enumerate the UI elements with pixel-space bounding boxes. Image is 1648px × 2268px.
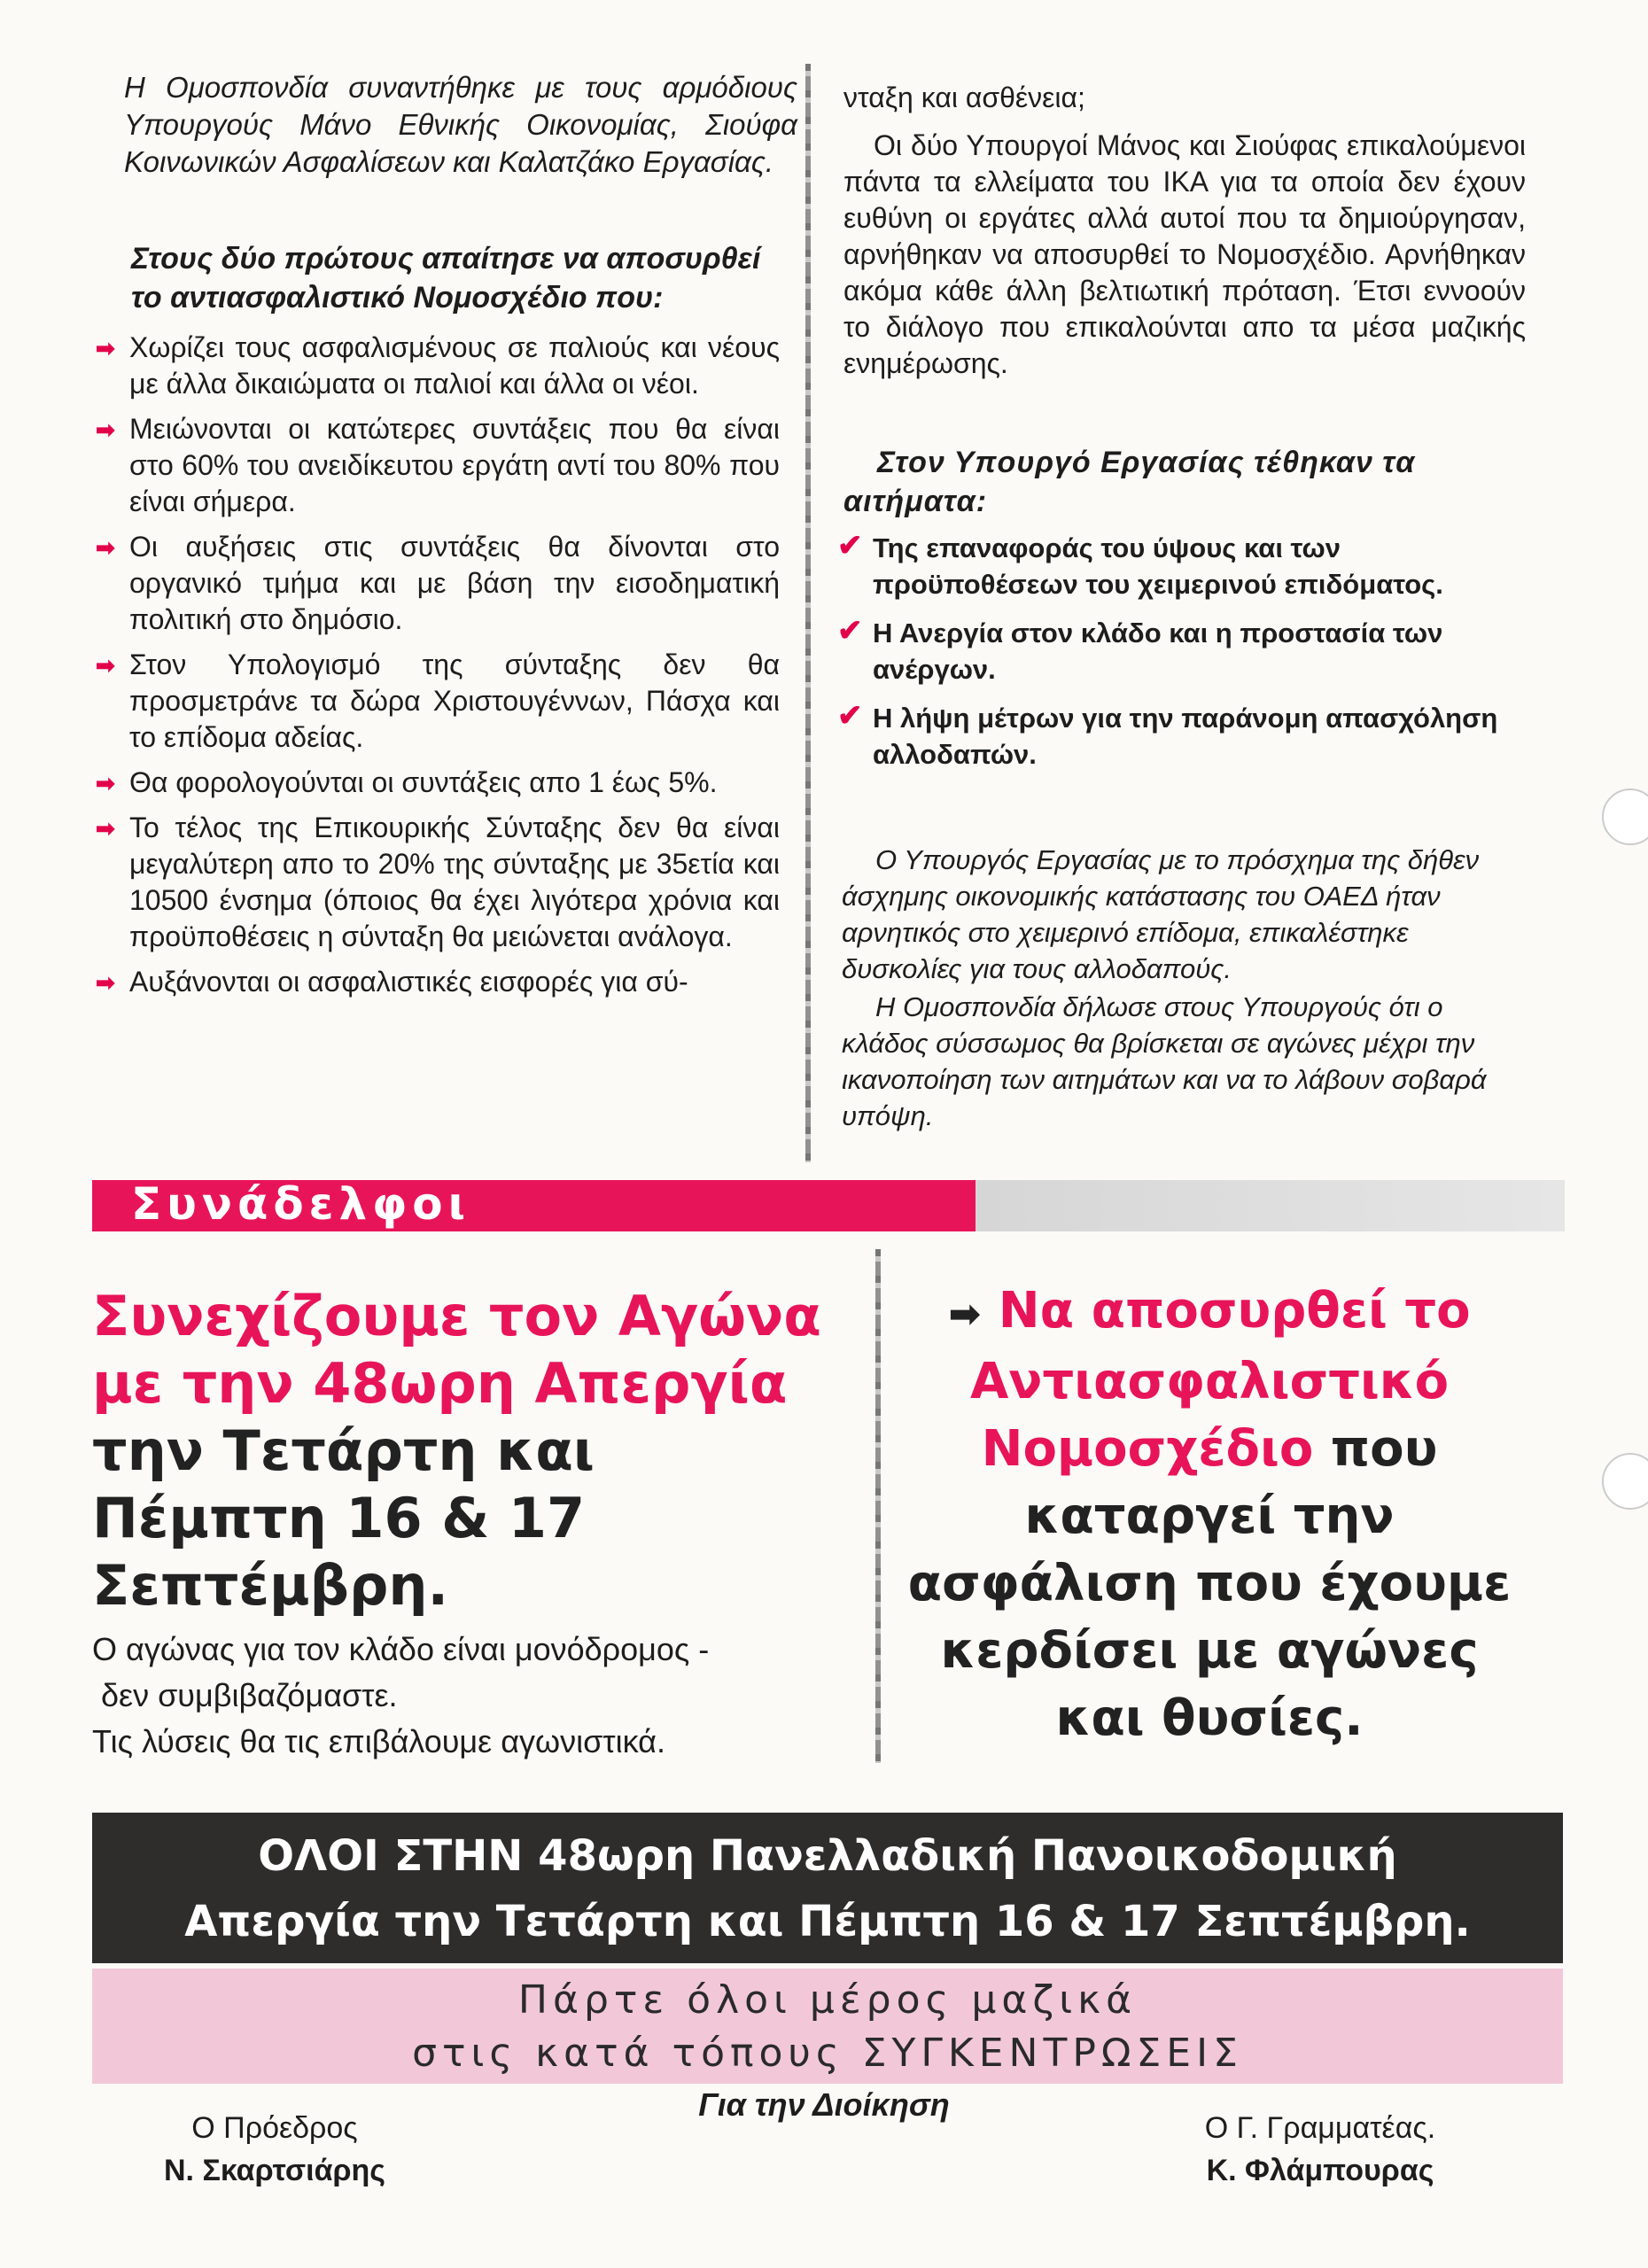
labour-heading: Στον Υπουργό Εργασίας τέθηκαν τα αιτήματα:: [843, 446, 1416, 518]
withdraw-line: κερδίσει με αγώνες: [940, 1622, 1479, 1680]
all-out-banner: [92, 1813, 1563, 1963]
strike-line: Πέμπτη 16 & 17: [92, 1486, 586, 1550]
list-item: ➡ Αυξάνονται οι ασφαλιστικές εισφορές για σύ-: [96, 964, 780, 1000]
lead-paragraph: Η Ομοσπονδία συναντήθηκε με τους αρμόδιους Υπουργούς Μάνο Εθνικής Οικονομίας, Σιούφα Κοινωνικών Ασφαλίσεων και Καλατζάκο Εργασίας.: [124, 71, 797, 178]
labour-demands-list: [837, 530, 1537, 785]
arrow-right-icon: ➡: [96, 969, 115, 996]
secretary-title: Ο Γ. Γραμματέας.: [1204, 2111, 1436, 2145]
strike-subtext: [92, 1627, 766, 1765]
list-item: ➡ Θα φορολογούνται οι συντάξεις απο 1 έως 5%.: [96, 765, 780, 801]
colleagues-band: [92, 1180, 1565, 1231]
list-item: ➡ Στον Υπολογισμό της σύνταξης δεν θα προσμετράνε τα δώρα Χριστουγέννων, Πάσχα και το επίδομα αδείας.: [96, 649, 780, 753]
president-title: Ο Πρόεδρος: [191, 2111, 358, 2145]
ministers-paragraph: Οι δύο Υπουργοί Μάνος και Σιούφας επικαλούμενοι πάντα τα ελλείματα του ΙΚΑ για τα οποία δεν έχουν ευθύνη οι εργάτες αλλά αυτοί που τα δημιούργησαν, αρνήθηκαν να αποσυρθεί το Νομοσχέδιο. Αρνήθηκαν ακόμα κάθε άλλη βελτιωτική πρόταση. Έτσι εννοούν το διάλογο που επικαλούνται απο τα μέσα μαζικής ενημέρωσης.: [843, 129, 1526, 379]
secretary-signature: [1152, 2107, 1489, 2192]
rally-banner: [92, 1969, 1563, 2084]
withdraw-line: Νομοσχέδιο που: [981, 1420, 1438, 1478]
withdraw-line: ασφάλιση που έχουμε: [907, 1555, 1512, 1612]
strike-subline: Τις λύσεις θα τις επιβάλουμε αγωνιστικά.: [92, 1723, 665, 1759]
checkmark-icon: ✔: [837, 614, 863, 648]
withdraw-line: καταργεί την: [1024, 1487, 1395, 1545]
continuation-text: νταξη και ασθένεια;: [843, 82, 1085, 113]
column-divider: [805, 64, 811, 1162]
rally-line: Πάρτε όλοι μέρος μαζικά: [517, 1977, 1138, 2023]
demands-list: [96, 330, 780, 1009]
list-item: ➡ Μειώνονται οι κατώτερες συντάξεις που θα είναι στο 60% του ανειδίκευτου εργάτη αντί του 80% που είναι σήμερα.: [96, 413, 780, 517]
strike-headline: [92, 1283, 854, 1619]
banner-line: Απεργία την Τετάρτη και Πέμπτη 16 & 17 Σεπτέμβρη.: [184, 1897, 1471, 1946]
list-item: ✔ Της επαναφοράς του ύψους και των προϋποθέσεων του χειμερινού επιδόματος.: [837, 529, 1443, 600]
arrow-right-icon: ➡: [96, 416, 115, 443]
list-item: ➡ Χωρίζει τους ασφαλισμένους σε παλιούς και νέους με άλλα δικαιώματα οι παλιοί και άλλα οι νέοι.: [96, 331, 780, 400]
president-signature: [124, 2107, 425, 2192]
closing-paragraph: Ο Υπουργός Εργασίας με το πρόσχημα της δήθεν άσχημης οικονομικής κατάστασης του ΟΑΕΔ ήταν αρνητικός στο χειμερινό επίδομα, επικαλέστηκε δυσκολίες για τους αλλοδαπούς.: [842, 844, 1480, 984]
strike-line: Σεπτέμβρη.: [92, 1553, 449, 1618]
banner-line: ΟΛΟΙ ΣΤΗΝ 48ωρη Πανελλαδική Πανοικοδομική: [258, 1831, 1397, 1881]
closing-paragraph: Η Ομοσπονδία δήλωσε στους Υπουργούς ότι ο κλάδος σύσσωμος θα βρίσκεται σε αγώνες μέχρι την ικανοποίηση των αιτημάτων και να το λάβουν σοβαρά υπόψη.: [842, 991, 1487, 1131]
strike-subline: Ο αγώνας για τον κλάδο είναι μονόδρομος -: [92, 1631, 710, 1667]
arrow-right-icon: ➡: [96, 335, 115, 361]
strike-subline: δεν συμβιβαζόμαστε.: [101, 1677, 398, 1713]
checkmark-icon: ✔: [837, 699, 863, 733]
closing-paragraphs: [842, 842, 1533, 1136]
checkmark-icon: ✔: [837, 529, 863, 563]
list-item: ➡ Το τέλος της Επικουρικής Σύνταξης δεν θα είναι μεγαλύτερη απο το 20% της σύνταξης με 35ετία και 10500 ένσημα (όποιος θα έχει λιγότερα χρόνια και προϋποθέσεις η σύνταξη θα μειώνεται ανάλογα.: [96, 812, 780, 952]
withdraw-headline: [877, 1278, 1542, 1752]
arrow-right-icon: ➡: [96, 770, 115, 796]
strike-line: με την 48ωρη Απεργία: [92, 1351, 788, 1416]
arrow-right-icon: ➡: [948, 1292, 982, 1337]
strike-line: την Τετάρτη και: [92, 1418, 595, 1483]
punch-hole: [1602, 1453, 1648, 1510]
arrow-right-icon: ➡: [96, 534, 115, 561]
president-name: Ν. Σκαρτσιάρης: [164, 2154, 385, 2187]
arrow-right-icon: ➡: [96, 652, 115, 679]
list-item: ✔ Η λήψη μέτρων για την παράνομη απασχόληση αλλοδαπών.: [837, 699, 1498, 770]
rally-line: στις κατά τόπους ΣΥΓΚΕΝΤΡΩΣΕΙΣ: [412, 2031, 1243, 2076]
withdraw-line: ➡ Να αποσυρθεί το: [948, 1282, 1471, 1340]
demand-heading: Στους δύο πρώτους απαίτησε να αποσυρθεί το αντιασφαλιστικό Νομοσχέδιο που:: [131, 242, 761, 315]
withdraw-line: Αντιασφαλιστικό: [969, 1353, 1450, 1410]
secretary-name: Κ. Φλάμπουρας: [1206, 2154, 1434, 2187]
board-label: Για την Διοίκηση: [698, 2086, 950, 2123]
punch-hole: [1602, 788, 1648, 845]
strike-line: Συνεχίζουμε τον Αγώνα: [92, 1284, 821, 1348]
arrow-right-icon: ➡: [96, 815, 115, 842]
list-item: ➡ Οι αυξήσεις στις συντάξεις θα δίνονται στο οργανικό τμήμα και με βάση την εισοδηματική πολιτική στο δημόσιο.: [96, 531, 780, 635]
list-item: ✔ Η Ανεργία στον κλάδο και η προστασία των ανέργων.: [837, 614, 1443, 685]
withdraw-line: και θυσίες.: [1055, 1689, 1364, 1747]
band-label: Συνάδελφοι: [131, 1178, 471, 1230]
